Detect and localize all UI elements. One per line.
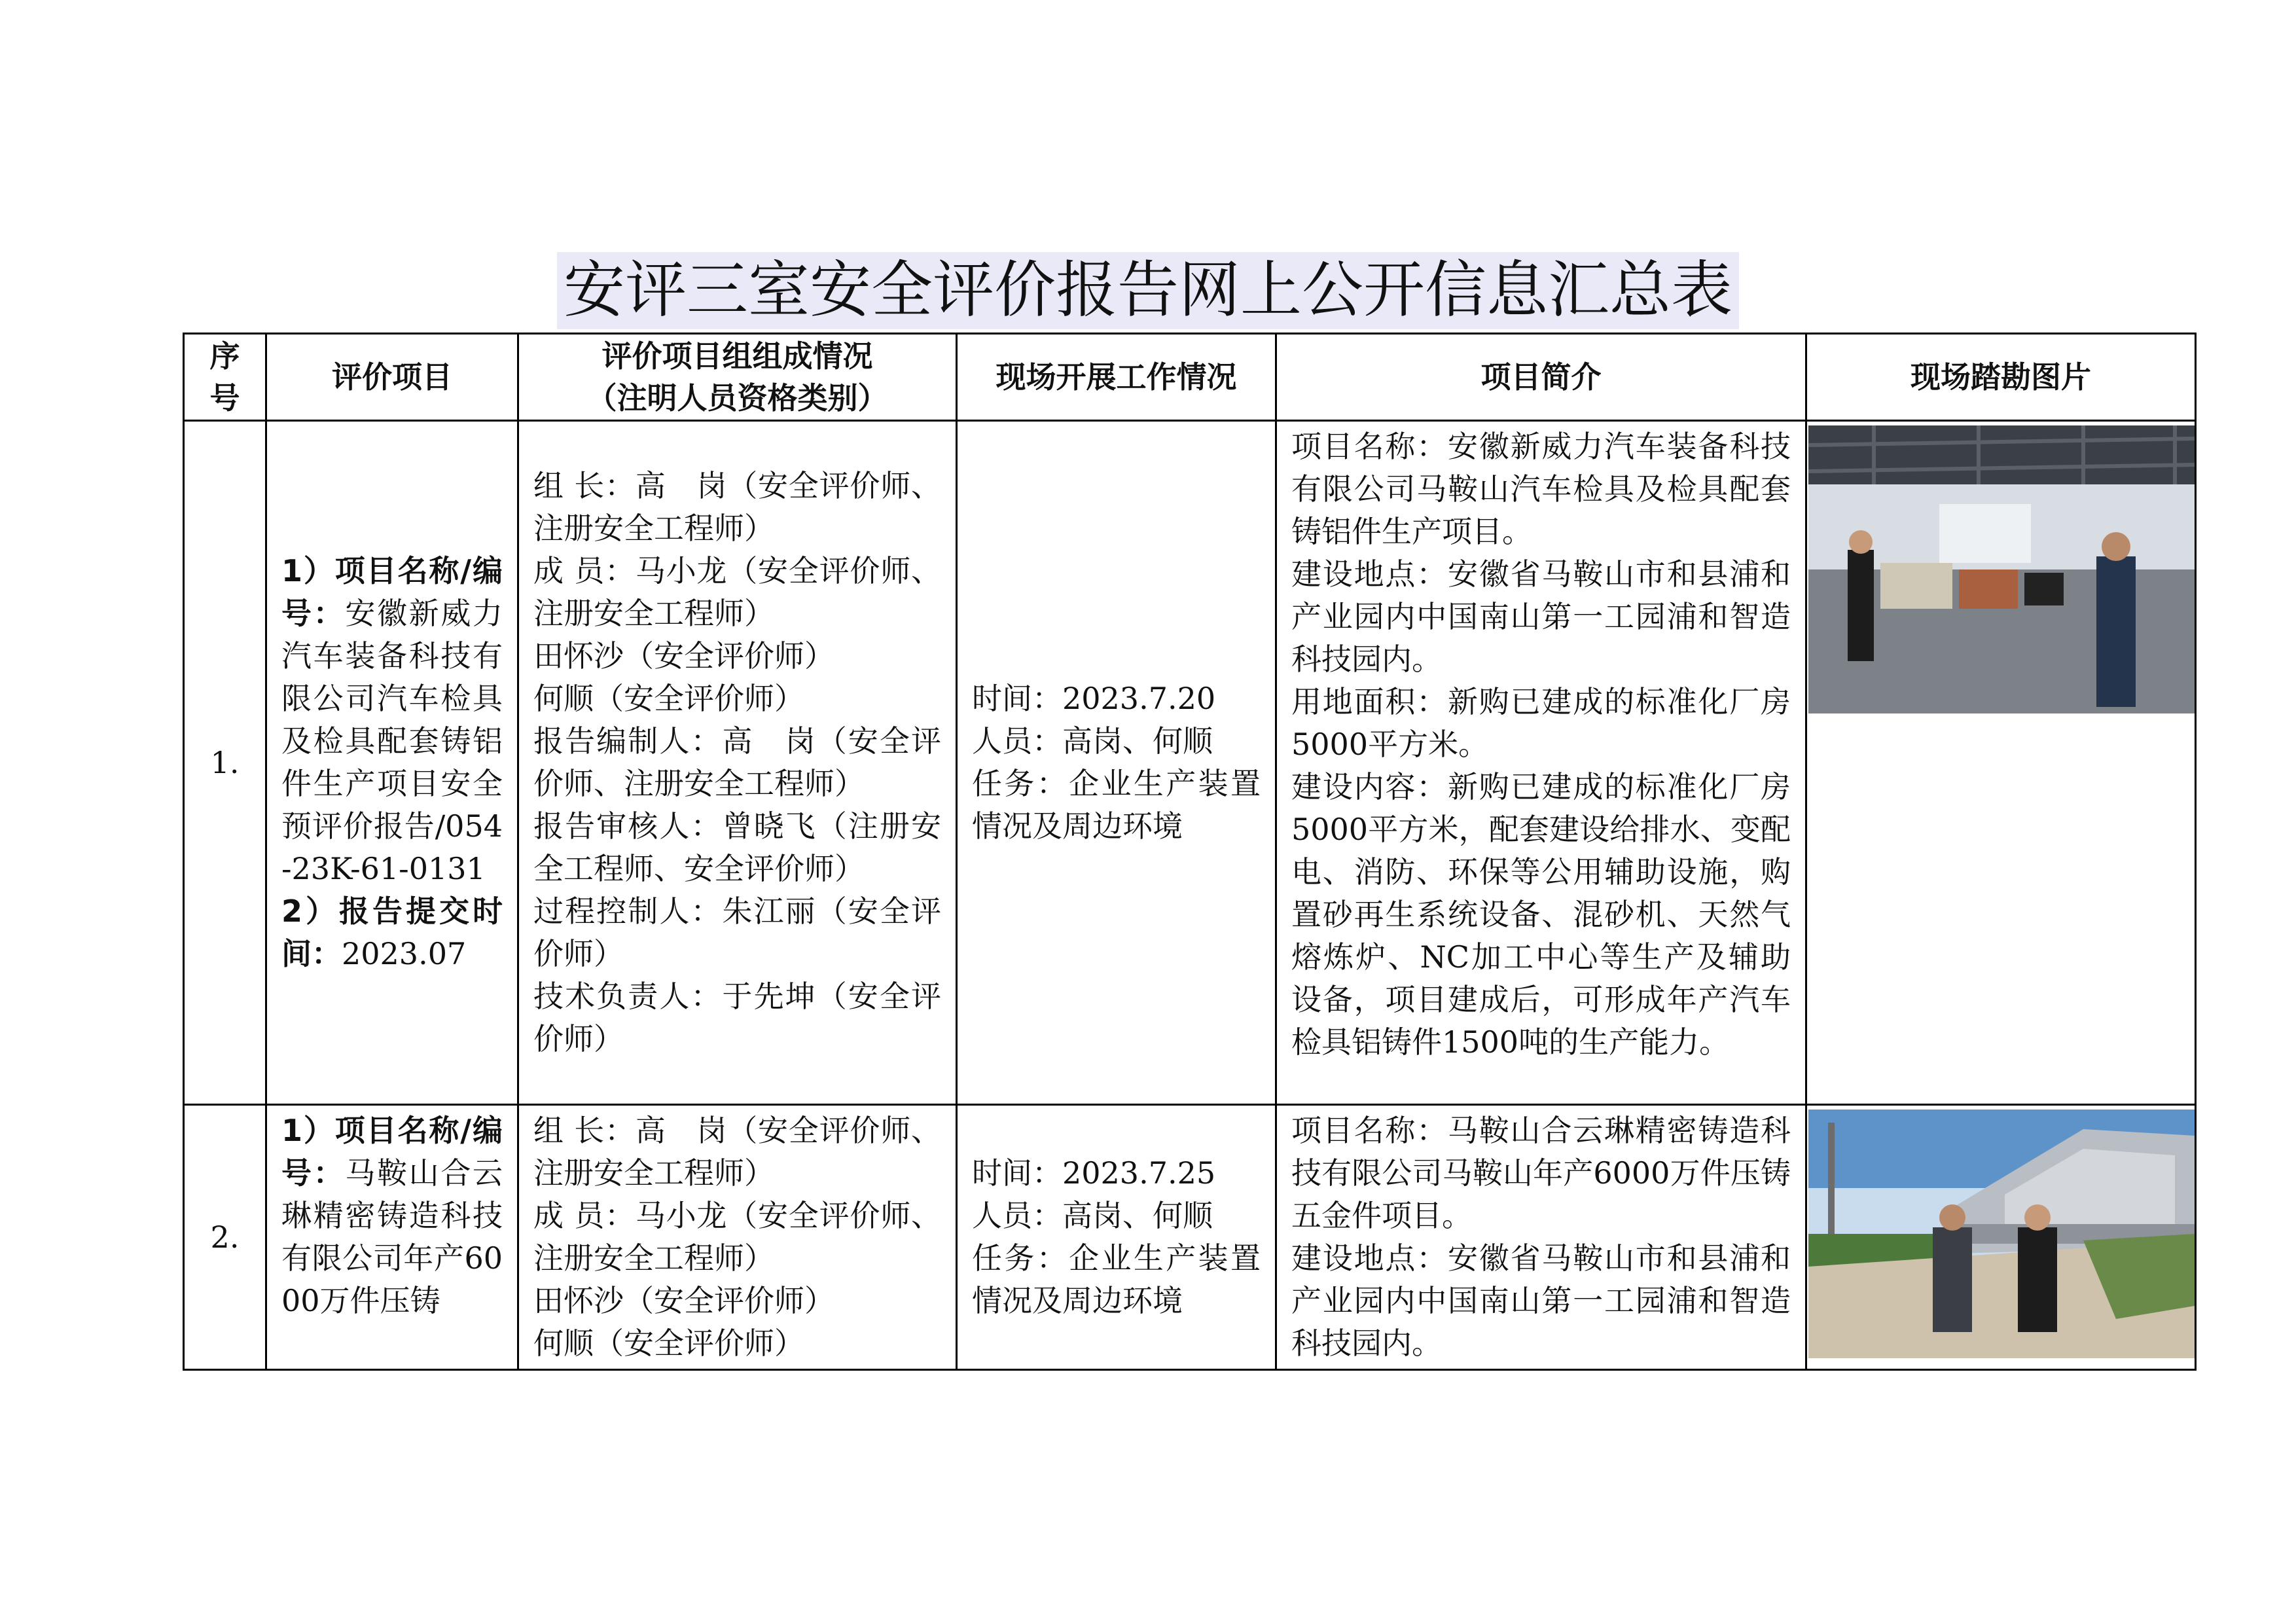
title-wrap bbox=[0, 252, 2296, 329]
item-name-label: 1）项目名称/编号： bbox=[281, 1113, 503, 1191]
intro-line: 用地面积：新购已建成的标准化厂房5000平方米。 bbox=[1291, 684, 1791, 762]
header-team-line1: 评价项目组组成情况 bbox=[601, 338, 873, 374]
header-item: 评价项目 bbox=[266, 334, 518, 421]
team-line: 田怀沙（安全评价师） bbox=[533, 638, 834, 674]
team-line: 成 员：马小龙（安全评价师、注册安全工程师） bbox=[533, 553, 941, 631]
team-line: 报告审核人：曾晓飞（注册安全工程师、安全评价师） bbox=[533, 808, 941, 886]
work-line: 人员：高岗、何顺 bbox=[972, 723, 1213, 759]
row-work bbox=[957, 1105, 1276, 1370]
header-row bbox=[184, 334, 2196, 421]
header-intro: 项目简介 bbox=[1276, 334, 1806, 421]
item-name-label: 1）项目名称/编号： bbox=[281, 553, 503, 631]
item-name: 马鞍山合云琳精密铸造科技有限公司年产6000万件压铸 bbox=[281, 1155, 503, 1318]
row-seq: 1. bbox=[184, 421, 266, 1105]
team-line: 组 长：高 岗（安全评价师、注册安全工程师） bbox=[533, 468, 941, 546]
work-line: 人员：高岗、何顺 bbox=[972, 1198, 1213, 1233]
row-intro bbox=[1276, 1105, 1806, 1370]
header-work: 现场开展工作情况 bbox=[957, 334, 1276, 421]
table-row bbox=[184, 421, 2196, 1105]
team-line: 组 长：高 岗（安全评价师、注册安全工程师） bbox=[533, 1113, 941, 1191]
intro-line: 建设地点：安徽省马鞍山市和县浦和产业园内中国南山第一工园浦和智造科技园内。 bbox=[1291, 1240, 1791, 1361]
header-seq: 序号 bbox=[184, 334, 266, 421]
work-line: 时间：2023.7.25 bbox=[972, 1155, 1216, 1191]
header-photo: 现场踏勘图片 bbox=[1806, 334, 2196, 421]
row-work bbox=[957, 421, 1276, 1105]
intro-line: 建设内容：新购已建成的标准化厂房5000平方米，配套建设给排水、变配电、消防、环保等公用辅助设施，购置砂再生系统设备、混砂机、天然气熔炼炉、NC加工中心等生产及辅助设备，项目建成后，可形成年产汽车检具铝铸件1500吨的生产能力。 bbox=[1291, 769, 1791, 1060]
item-submit: 2023.07 bbox=[342, 936, 467, 971]
work-line: 任务：企业生产装置情况及周边环境 bbox=[972, 1240, 1261, 1318]
row-photo bbox=[1806, 421, 2196, 1105]
row-item bbox=[266, 1105, 518, 1370]
row-item bbox=[266, 421, 518, 1105]
team-line: 报告编制人：高 岗（安全评价师、注册安全工程师） bbox=[533, 723, 941, 801]
row-team bbox=[518, 1105, 957, 1370]
summary-table bbox=[183, 333, 2197, 1371]
header-team bbox=[518, 334, 957, 421]
team-line: 何顺（安全评价师） bbox=[533, 1326, 804, 1361]
intro-line: 项目名称：安徽新威力汽车装备科技有限公司马鞍山汽车检具及检具配套铸铝件生产项目。 bbox=[1291, 429, 1791, 549]
row-photo bbox=[1806, 1105, 2196, 1370]
team-line: 成 员：马小龙（安全评价师、注册安全工程师） bbox=[533, 1198, 941, 1276]
site-photo-factory bbox=[1808, 425, 2195, 713]
intro-line: 项目名称：马鞍山合云琳精密铸造科技有限公司马鞍山年产6000万件压铸五金件项目。 bbox=[1291, 1113, 1791, 1233]
site-photo-outdoor bbox=[1808, 1110, 2195, 1358]
team-line: 技术负责人：于先坤（安全评价师） bbox=[533, 979, 941, 1056]
row-seq: 2. bbox=[184, 1105, 266, 1370]
team-line: 何顺（安全评价师） bbox=[533, 681, 804, 716]
item-submit-label: 2）报告提交时间： bbox=[281, 893, 503, 971]
work-line: 时间：2023.7.20 bbox=[972, 681, 1216, 716]
intro-line: 建设地点：安徽省马鞍山市和县浦和产业园内中国南山第一工园浦和智造科技园内。 bbox=[1291, 556, 1791, 677]
page-title: 安评三室安全评价报告网上公开信息汇总表 bbox=[557, 252, 1739, 329]
team-line: 过程控制人：朱江丽（安全评价师） bbox=[533, 893, 941, 971]
item-name: 安徽新威力汽车装备科技有限公司汽车检具及检具配套铸铝件生产项目安全预评价报告/054-23K-61-0131 bbox=[281, 596, 503, 886]
team-line: 田怀沙（安全评价师） bbox=[533, 1283, 834, 1318]
table-row bbox=[184, 1105, 2196, 1370]
work-line: 任务：企业生产装置情况及周边环境 bbox=[972, 766, 1261, 844]
row-team bbox=[518, 421, 957, 1105]
row-intro bbox=[1276, 421, 1806, 1105]
header-team-line2: （注明人员资格类别） bbox=[586, 380, 888, 416]
